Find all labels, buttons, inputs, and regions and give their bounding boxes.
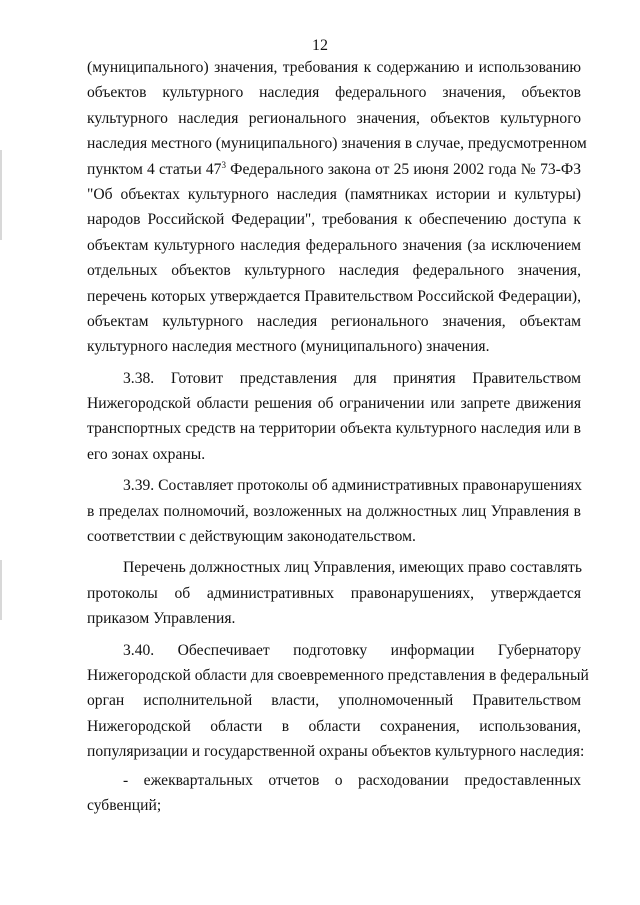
text-line: Нижегородской области в области сохранения, использования, <box>87 717 581 735</box>
text-line: протоколы об административных правонарушениях, утверждается <box>87 584 581 602</box>
text-line: в пределах полномочий, возложенных на должностных лиц Управления в <box>87 502 581 520</box>
paragraph-continuation <box>87 55 587 360</box>
document-body <box>87 55 589 818</box>
text-line: объектов культурного наследия федерального значения, объектов <box>87 84 581 102</box>
text-line: "Об объектах культурного наследия (памятниках истории и культуры) <box>87 185 581 203</box>
text-line: культурного наследия регионального значения, объектов культурного <box>87 109 581 127</box>
scan-margin-shadow <box>0 150 2 240</box>
text-line: 3.38. Готовит представления для принятия Правительством <box>123 369 581 387</box>
text-line: объектам культурного наследия регионального значения, объектам <box>87 312 581 330</box>
page-number: 12 <box>312 37 328 54</box>
text-line: его зонах охраны. <box>87 445 206 463</box>
text-line: наследия местного (муниципального) значения в случае, предусмотренном <box>87 135 587 153</box>
text-line: народов Российской Федерации", требования к обеспечению доступа к <box>87 211 581 229</box>
text-line: Перечень должностных лиц Управления, имеющих право составлять <box>123 559 582 577</box>
scan-margin-shadow <box>0 560 2 620</box>
bullet-item-quarterly-reports <box>87 768 581 819</box>
text-line: культурного наследия местного (муниципального) значения. <box>87 338 490 356</box>
text-line: орган исполнительной власти, уполномоченный Правительством <box>87 692 581 710</box>
text-line: субвенций; <box>87 796 162 814</box>
text-line: 3.39. Составляет протоколы об административных правонарушениях <box>123 477 582 495</box>
text-line: 3.40. Обеспечивает подготовку информации Губернатору <box>123 641 581 659</box>
paragraph-3-39 <box>87 473 581 549</box>
paragraph-3-40 <box>87 638 589 765</box>
superscript-number: 3 <box>221 159 226 170</box>
text-line: приказом Управления. <box>87 610 236 628</box>
text-line: пунктом 4 статьи $47^3$ Федерального закона от 25 июня 2002 года № 73-ФЗ <box>87 159 582 178</box>
text-line: - ежеквартальных отчетов о расходовании предоставленных <box>123 771 581 789</box>
paragraph-officials-list <box>87 555 581 631</box>
text-line: объектам культурного наследия федерального значения (за исключением <box>87 236 581 254</box>
paragraph-3-38 <box>87 366 581 468</box>
text-line: Нижегородской области для своевременного представления в федеральный <box>87 666 589 684</box>
text-line: популяризации и государственной охраны объектов культурного наследия: <box>87 743 585 761</box>
text-line: соответствии с действующим законодательством. <box>87 528 416 546</box>
text-line: транспортных средств на территории объекта культурного наследия или в <box>87 420 581 438</box>
text-line: отдельных объектов культурного наследия федерального значения, <box>87 262 581 280</box>
text-line: (муниципального) значения, требования к содержанию и использованию <box>87 59 581 76</box>
text-line: Нижегородской области решения об ограничении или запрете движения <box>87 395 581 413</box>
text-line: перечень которых утверждается Правительством Российской Федерации), <box>87 287 581 305</box>
